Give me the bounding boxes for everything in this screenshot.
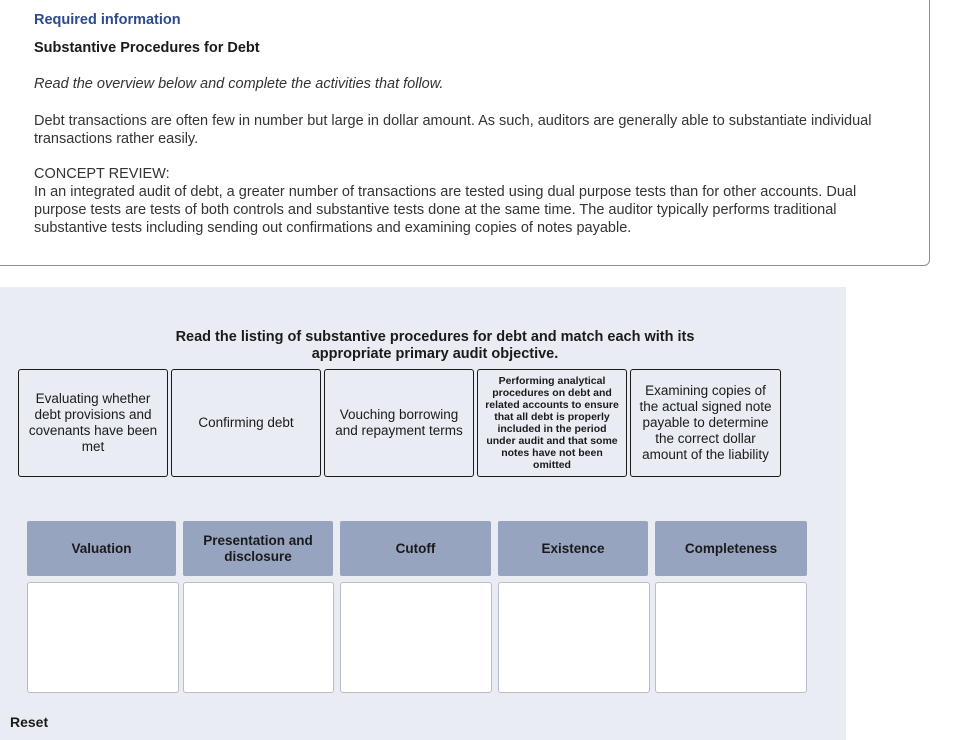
matching-activity: [0, 287, 846, 740]
required-information-panel: [0, 0, 930, 266]
drop-zone-existence[interactable]: [498, 582, 650, 693]
concept-review-text: In an integrated audit of debt, a greater number of transactions are tested using dual purpose tests than for other accounts. Dual purpose tests are tests of both controls and substantive tests done at the same time. The auditor typically performs traditional substantive tests including sending out confirmations and examining copies of notes payable.: [34, 184, 857, 236]
procedure-card-covenants[interactable]: Evaluating whether debt provisions and covenants have been met: [18, 369, 168, 477]
drop-zone-presentation[interactable]: [183, 582, 334, 693]
section-title: Substantive Procedures for Debt: [34, 40, 260, 56]
objective-header-completeness: Completeness: [655, 521, 807, 576]
concept-review: [34, 165, 894, 237]
objective-header-presentation: Presentation and disclosure: [183, 521, 333, 576]
intro-text: Read the overview below and complete the activities that follow.: [34, 76, 444, 92]
concept-review-heading: CONCEPT REVIEW:: [34, 166, 170, 182]
objective-header-existence: Existence: [498, 521, 648, 576]
required-information-heading: Required information: [34, 12, 181, 28]
drop-zone-cutoff[interactable]: [340, 582, 492, 693]
procedure-card-confirming-debt[interactable]: Confirming debt: [171, 369, 321, 477]
objective-header-cutoff: Cutoff: [340, 521, 491, 576]
objective-header-valuation: Valuation: [27, 521, 176, 576]
overview-paragraph: Debt transactions are often few in number but large in dollar amount. As such, auditors are generally able to substantiate individual transactions rather easily.: [34, 113, 872, 147]
drop-zone-completeness[interactable]: [655, 582, 807, 693]
activity-instruction: Read the listing of substantive procedures for debt and match each with its appropriate primary audit objective.: [175, 329, 695, 362]
reset-button[interactable]: Reset: [10, 714, 49, 730]
drop-zone-valuation[interactable]: [27, 582, 179, 693]
procedure-card-vouching[interactable]: Vouching borrowing and repayment terms: [324, 369, 474, 477]
procedure-card-examining-notes[interactable]: Examining copies of the actual signed note payable to determine the correct dollar amount of the liability: [630, 369, 781, 477]
procedure-card-analytical[interactable]: Performing analytical procedures on debt and related accounts to ensure that all debt is properly included in the period under audit and that some notes have not been omitted: [477, 369, 627, 477]
